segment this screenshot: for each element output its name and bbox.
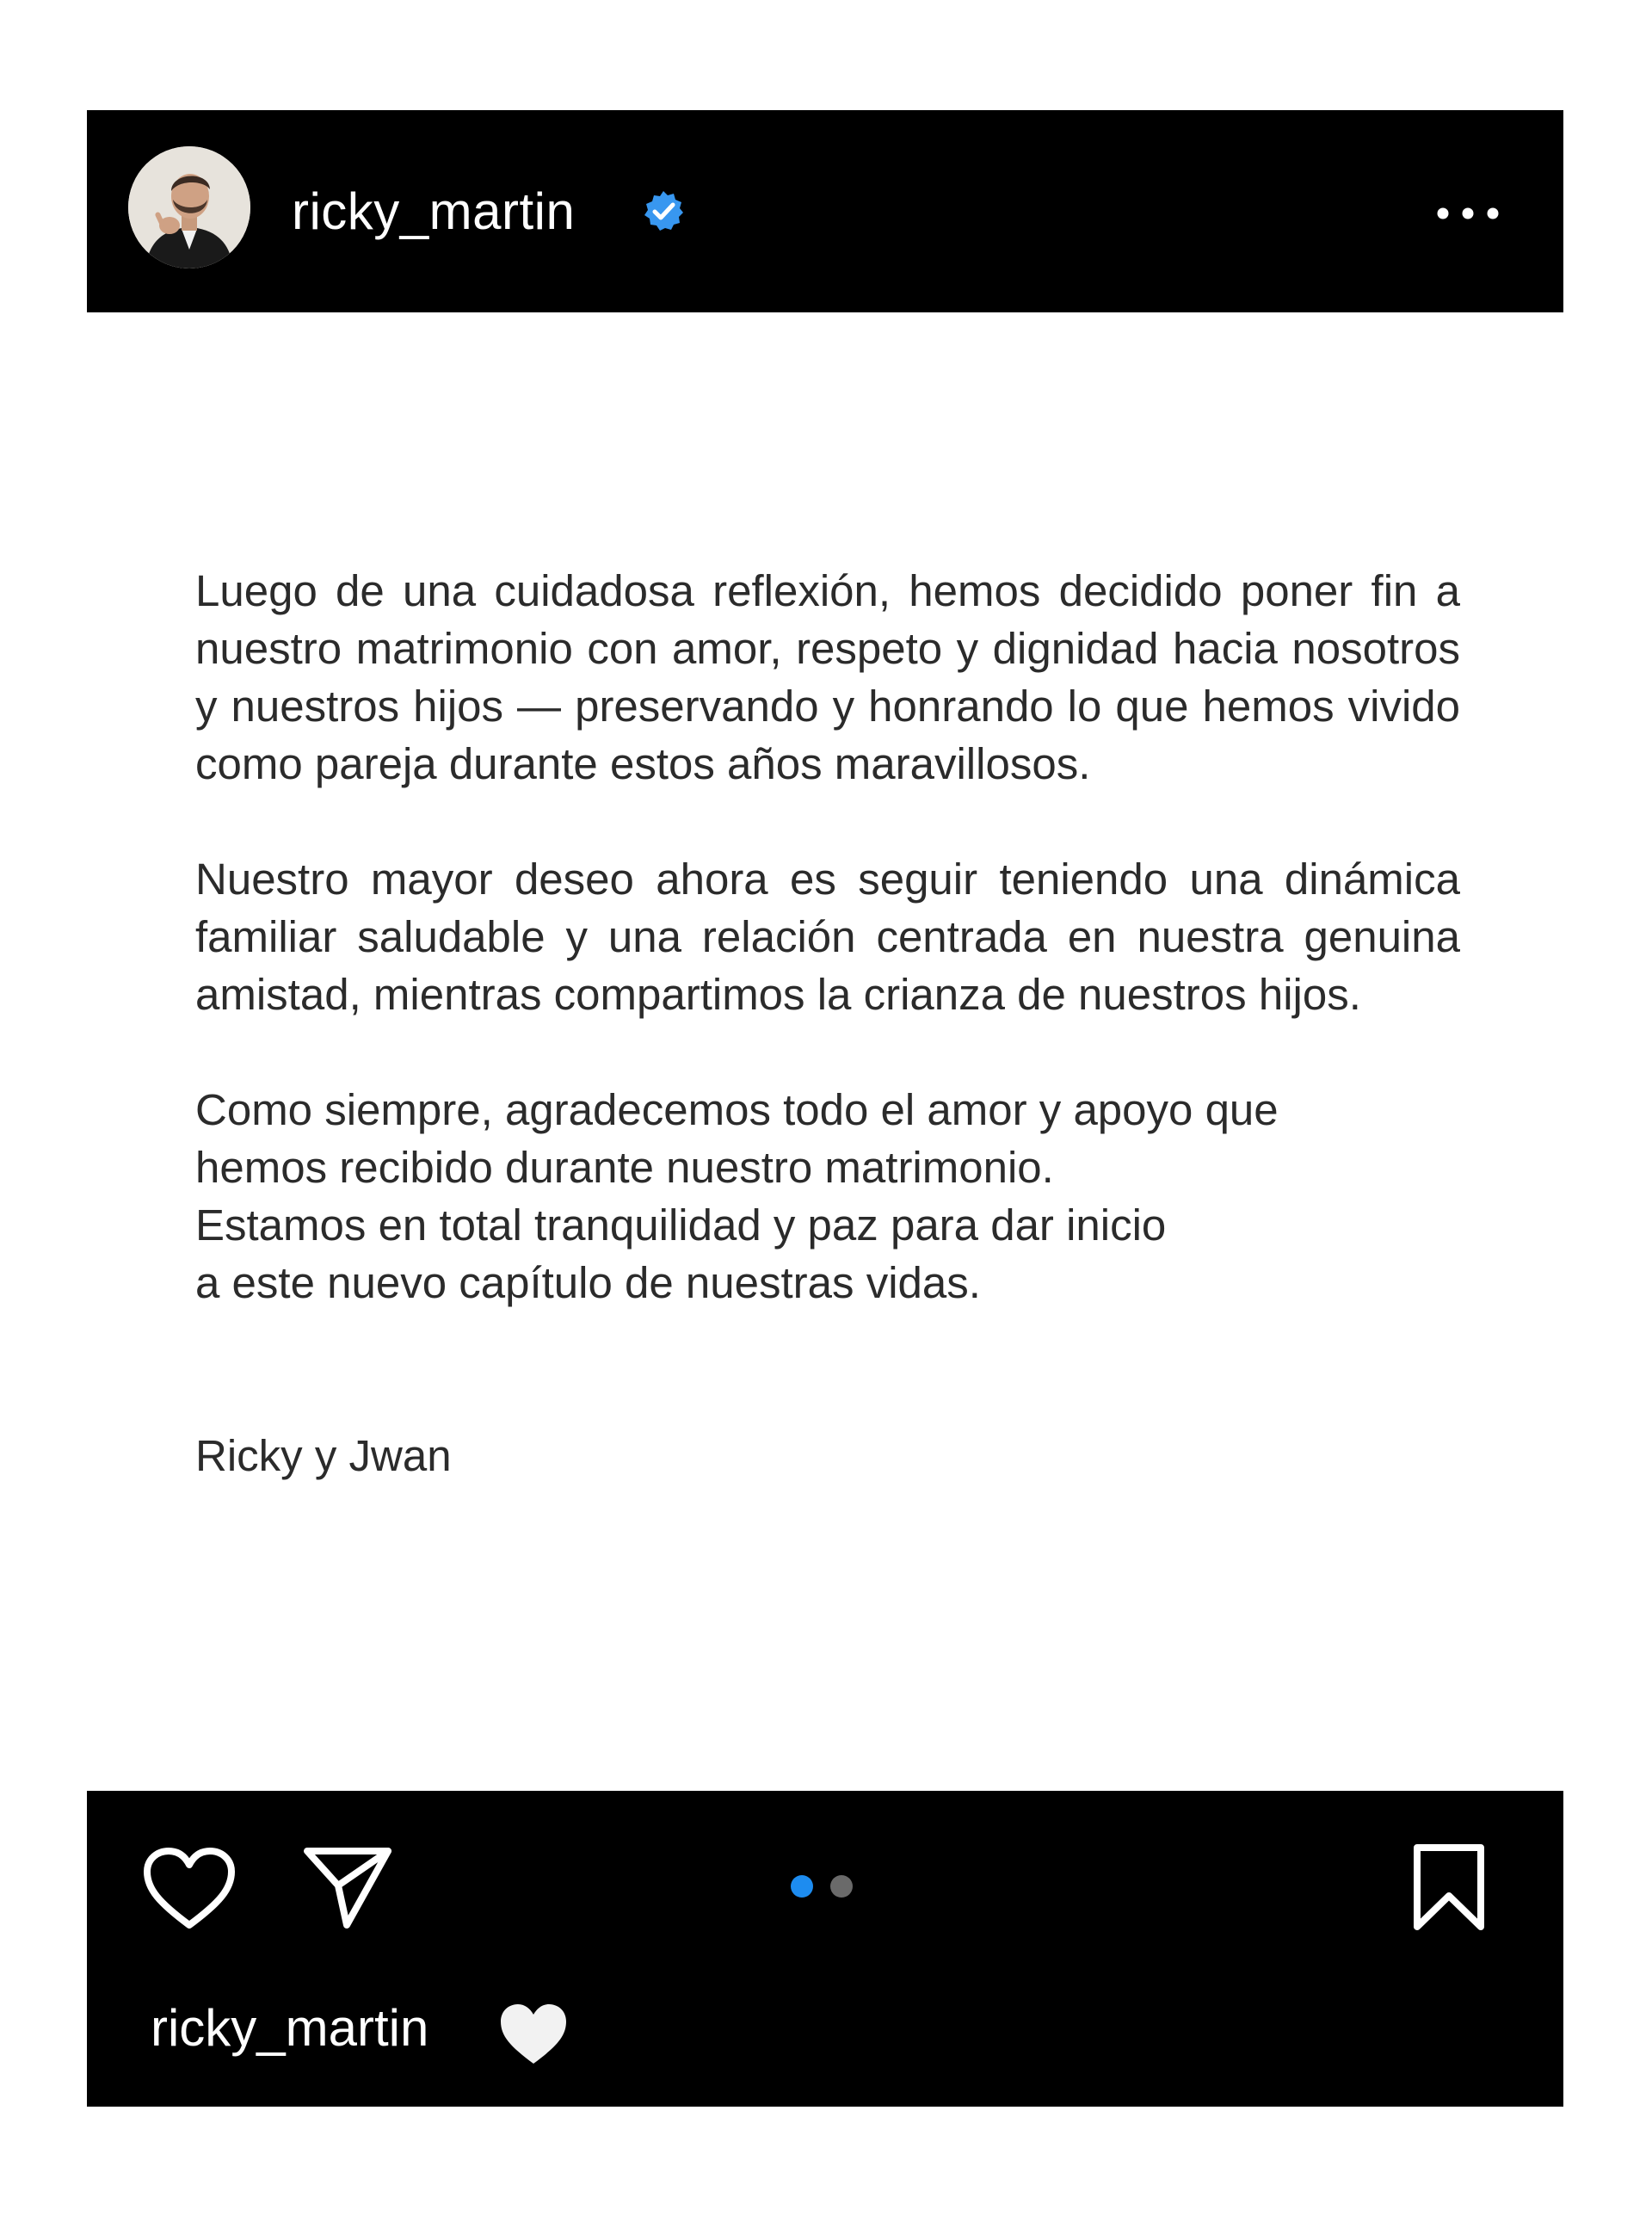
post-image-letter <box>195 562 1460 1484</box>
letter-signature: Ricky y Jwan <box>195 1431 452 1480</box>
letter-paragraph-3-line-2: hemos recibido durante nuestro matrimonio. <box>195 1143 1054 1192</box>
carousel-dot <box>830 1875 853 1898</box>
instagram-post <box>87 110 1563 2107</box>
letter-paragraph-3-line-1: Como siempre, agradecemos todo el amor y apoyo que <box>195 1085 1279 1134</box>
avatar-photo <box>128 146 250 268</box>
more-options-button[interactable] <box>1429 188 1507 239</box>
letter-paragraph-1: Luego de una cuidadosa reflexión, hemos decidido poner fin a nuestro matrimonio con amor, respeto y dignidad hacia nosotros y nuestros hijos — preservando y honrando lo que hemos vivido como pareja durante estos años maravillosos. <box>195 566 1460 788</box>
carousel-dot-active <box>791 1875 813 1898</box>
verified-badge-icon <box>642 189 685 232</box>
heart-icon[interactable] <box>142 1846 237 1932</box>
post-actions-bar <box>87 1791 1563 2107</box>
post-header <box>87 110 1563 312</box>
send-icon[interactable] <box>302 1844 395 1930</box>
carousel-indicator <box>791 1875 853 1898</box>
letter-paragraph-2: Nuestro mayor deseo ahora es seguir teniendo una dinámica familiar saludable y una relación centrada en nuestra genuina amistad, mientras compartimos la crianza de nuestros hijos. <box>195 855 1460 1019</box>
username[interactable]: ricky_martin <box>292 182 576 240</box>
bookmark-icon[interactable] <box>1410 1842 1488 1932</box>
letter-paragraph-3-line-3: Estamos en total tranquilidad y paz para dar inicio <box>195 1200 1167 1250</box>
caption-username[interactable]: ricky_martin <box>151 1999 429 2057</box>
letter-paragraph-3-line-4: a este nuevo capítulo de nuestras vidas. <box>195 1258 981 1307</box>
white-heart-icon <box>498 2002 569 2065</box>
avatar[interactable] <box>128 146 250 268</box>
more-dots-icon <box>1437 207 1499 219</box>
